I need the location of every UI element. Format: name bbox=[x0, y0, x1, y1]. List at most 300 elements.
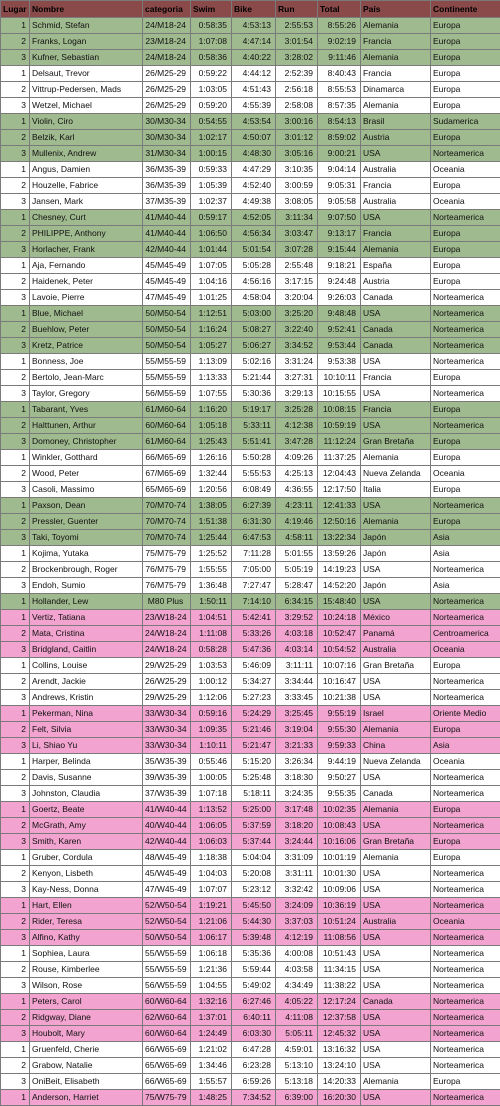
cell-bike: 4:53:54 bbox=[232, 114, 276, 130]
cell-continente: Asia bbox=[431, 546, 500, 562]
table-row bbox=[1, 690, 500, 706]
cell-bike: 7:05:00 bbox=[232, 562, 276, 578]
table-row bbox=[1, 930, 500, 946]
table-row bbox=[1, 1058, 500, 1074]
results-body bbox=[1, 18, 500, 1106]
cell-total: 9:05:31 bbox=[318, 178, 361, 194]
table-row bbox=[1, 82, 500, 98]
cell-run: 3:34:44 bbox=[276, 674, 318, 690]
cell-lugar: 2 bbox=[1, 1010, 30, 1026]
cell-categoria: 23/W18-24 bbox=[143, 610, 191, 626]
cell-pais: Australia bbox=[361, 194, 431, 210]
cell-run: 3:18:20 bbox=[276, 818, 318, 834]
cell-run: 3:29:13 bbox=[276, 386, 318, 402]
cell-nombre: Bertolo, Jean-Marc bbox=[30, 370, 143, 386]
cell-continente: Norteamerica bbox=[431, 322, 500, 338]
cell-lugar: 1 bbox=[1, 258, 30, 274]
table-row bbox=[1, 258, 500, 274]
cell-categoria: 67/M65-69 bbox=[143, 466, 191, 482]
cell-categoria: 76/M75-79 bbox=[143, 562, 191, 578]
cell-bike: 5:02:16 bbox=[232, 354, 276, 370]
cell-run: 3:11:34 bbox=[276, 210, 318, 226]
table-row bbox=[1, 370, 500, 386]
cell-bike: 5:01:54 bbox=[232, 242, 276, 258]
cell-run: 3:08:05 bbox=[276, 194, 318, 210]
cell-run: 3:21:33 bbox=[276, 738, 318, 754]
cell-continente: Europa bbox=[431, 34, 500, 50]
table-row bbox=[1, 274, 500, 290]
cell-categoria: 40/W40-44 bbox=[143, 818, 191, 834]
cell-swim: 1:04:51 bbox=[191, 610, 232, 626]
cell-nombre: Arendt, Jackie bbox=[30, 674, 143, 690]
cell-nombre: Pressler, Guenter bbox=[30, 514, 143, 530]
cell-nombre: Ridgway, Diane bbox=[30, 1010, 143, 1026]
cell-continente: Oceania bbox=[431, 754, 500, 770]
cell-run: 3:01:54 bbox=[276, 34, 318, 50]
cell-nombre: PHILIPPE, Anthony bbox=[30, 226, 143, 242]
cell-continente: Norteamerica bbox=[431, 306, 500, 322]
cell-lugar: 3 bbox=[1, 1074, 30, 1090]
cell-lugar: 1 bbox=[1, 850, 30, 866]
cell-pais: Francia bbox=[361, 226, 431, 242]
cell-pais: USA bbox=[361, 946, 431, 962]
cell-pais: Alemania bbox=[361, 450, 431, 466]
table-row bbox=[1, 338, 500, 354]
cell-bike: 4:44:12 bbox=[232, 66, 276, 82]
cell-bike: 5:25:00 bbox=[232, 802, 276, 818]
cell-bike: 5:21:47 bbox=[232, 738, 276, 754]
cell-total: 9:53:44 bbox=[318, 338, 361, 354]
cell-run: 3:47:28 bbox=[276, 434, 318, 450]
cell-categoria: 60/M60-64 bbox=[143, 418, 191, 434]
cell-total: 9:02:19 bbox=[318, 34, 361, 50]
cell-run: 4:59:01 bbox=[276, 1042, 318, 1058]
cell-nombre: Chesney, Curt bbox=[30, 210, 143, 226]
cell-nombre: Halttunen, Arthur bbox=[30, 418, 143, 434]
cell-bike: 5:18:11 bbox=[232, 786, 276, 802]
cell-total: 9:04:14 bbox=[318, 162, 361, 178]
table-row bbox=[1, 450, 500, 466]
cell-bike: 5:19:17 bbox=[232, 402, 276, 418]
cell-pais: Alemania bbox=[361, 802, 431, 818]
cell-total: 9:55:30 bbox=[318, 722, 361, 738]
cell-bike: 6:59:26 bbox=[232, 1074, 276, 1090]
cell-run: 3:24:44 bbox=[276, 834, 318, 850]
cell-run: 3:22:40 bbox=[276, 322, 318, 338]
cell-total: 10:21:38 bbox=[318, 690, 361, 706]
cell-swim: 1:16:24 bbox=[191, 322, 232, 338]
cell-continente: Norteamerica bbox=[431, 962, 500, 978]
cell-categoria: 61/M60-64 bbox=[143, 402, 191, 418]
cell-lugar: 2 bbox=[1, 514, 30, 530]
cell-bike: 6:23:28 bbox=[232, 1058, 276, 1074]
cell-total: 9:13:17 bbox=[318, 226, 361, 242]
cell-nombre: McGrath, Amy bbox=[30, 818, 143, 834]
cell-continente: Europa bbox=[431, 722, 500, 738]
cell-total: 16:20:30 bbox=[318, 1090, 361, 1106]
cell-total: 10:02:35 bbox=[318, 802, 361, 818]
header-run: Run bbox=[276, 1, 318, 18]
cell-nombre: Delsaut, Trevor bbox=[30, 66, 143, 82]
cell-pais: USA bbox=[361, 562, 431, 578]
cell-continente: Europa bbox=[431, 18, 500, 34]
cell-run: 3:31:11 bbox=[276, 866, 318, 882]
cell-swim: 1:01:44 bbox=[191, 242, 232, 258]
cell-lugar: 2 bbox=[1, 674, 30, 690]
cell-lugar: 3 bbox=[1, 530, 30, 546]
table-row bbox=[1, 242, 500, 258]
cell-continente: Norteamerica bbox=[431, 386, 500, 402]
cell-total: 11:08:56 bbox=[318, 930, 361, 946]
cell-swim: 0:54:55 bbox=[191, 114, 232, 130]
cell-bike: 4:40:22 bbox=[232, 50, 276, 66]
cell-lugar: 3 bbox=[1, 738, 30, 754]
cell-pais: Alemania bbox=[361, 722, 431, 738]
cell-nombre: Jansen, Mark bbox=[30, 194, 143, 210]
cell-total: 9:00:21 bbox=[318, 146, 361, 162]
cell-swim: 0:58:36 bbox=[191, 50, 232, 66]
cell-pais: México bbox=[361, 610, 431, 626]
cell-continente: Europa bbox=[431, 450, 500, 466]
cell-total: 13:22:34 bbox=[318, 530, 361, 546]
cell-continente: Europa bbox=[431, 50, 500, 66]
table-row bbox=[1, 162, 500, 178]
table-row bbox=[1, 194, 500, 210]
cell-pais: Francia bbox=[361, 66, 431, 82]
cell-lugar: 2 bbox=[1, 626, 30, 642]
table-row bbox=[1, 498, 500, 514]
cell-total: 13:16:32 bbox=[318, 1042, 361, 1058]
cell-bike: 5:27:23 bbox=[232, 690, 276, 706]
cell-lugar: 3 bbox=[1, 1026, 30, 1042]
cell-swim: 1:34:46 bbox=[191, 1058, 232, 1074]
cell-total: 10:16:47 bbox=[318, 674, 361, 690]
table-row bbox=[1, 770, 500, 786]
cell-continente: Norteamerica bbox=[431, 898, 500, 914]
cell-run: 4:58:11 bbox=[276, 530, 318, 546]
cell-nombre: Lavoie, Pierre bbox=[30, 290, 143, 306]
cell-lugar: 2 bbox=[1, 34, 30, 50]
cell-swim: 1:19:21 bbox=[191, 898, 232, 914]
table-row bbox=[1, 866, 500, 882]
cell-categoria: 75/M75-79 bbox=[143, 546, 191, 562]
cell-nombre: Rider, Teresa bbox=[30, 914, 143, 930]
cell-categoria: 41/M40-44 bbox=[143, 226, 191, 242]
cell-total: 9:55:19 bbox=[318, 706, 361, 722]
cell-continente: Oceania bbox=[431, 642, 500, 658]
cell-lugar: 1 bbox=[1, 994, 30, 1010]
cell-continente: Centroamerica bbox=[431, 626, 500, 642]
cell-total: 8:40:43 bbox=[318, 66, 361, 82]
table-row bbox=[1, 514, 500, 530]
cell-lugar: 2 bbox=[1, 866, 30, 882]
cell-lugar: 3 bbox=[1, 786, 30, 802]
cell-lugar: 1 bbox=[1, 594, 30, 610]
cell-run: 3:34:52 bbox=[276, 338, 318, 354]
cell-bike: 5:33:26 bbox=[232, 626, 276, 642]
cell-bike: 5:35:36 bbox=[232, 946, 276, 962]
cell-categoria: 60/W60-64 bbox=[143, 1026, 191, 1042]
table-row bbox=[1, 1026, 500, 1042]
cell-continente: Europa bbox=[431, 178, 500, 194]
cell-total: 9:11:46 bbox=[318, 50, 361, 66]
cell-nombre: OniBeit, Elisabeth bbox=[30, 1074, 143, 1090]
cell-continente: Norteamerica bbox=[431, 1058, 500, 1074]
cell-bike: 4:50:07 bbox=[232, 130, 276, 146]
cell-swim: 0:59:16 bbox=[191, 706, 232, 722]
cell-lugar: 3 bbox=[1, 290, 30, 306]
cell-continente: Europa bbox=[431, 242, 500, 258]
cell-continente: Europa bbox=[431, 66, 500, 82]
cell-nombre: Collins, Louise bbox=[30, 658, 143, 674]
cell-swim: 1:09:35 bbox=[191, 722, 232, 738]
cell-swim: 1:13:52 bbox=[191, 802, 232, 818]
cell-pais: Japón bbox=[361, 546, 431, 562]
cell-bike: 7:34:52 bbox=[232, 1090, 276, 1106]
cell-swim: 1:03:05 bbox=[191, 82, 232, 98]
cell-bike: 5:47:36 bbox=[232, 642, 276, 658]
cell-nombre: Kenyon, Lisbeth bbox=[30, 866, 143, 882]
cell-swim: 1:04:16 bbox=[191, 274, 232, 290]
cell-bike: 5:37:59 bbox=[232, 818, 276, 834]
cell-total: 12:04:43 bbox=[318, 466, 361, 482]
cell-categoria: 29/W25-29 bbox=[143, 690, 191, 706]
cell-categoria: 45/M45-49 bbox=[143, 258, 191, 274]
cell-total: 10:08:43 bbox=[318, 818, 361, 834]
cell-pais: USA bbox=[361, 386, 431, 402]
cell-categoria: 41/W40-44 bbox=[143, 802, 191, 818]
cell-swim: 1:55:57 bbox=[191, 1074, 232, 1090]
cell-nombre: Kretz, Patrice bbox=[30, 338, 143, 354]
cell-total: 9:26:03 bbox=[318, 290, 361, 306]
table-row bbox=[1, 786, 500, 802]
cell-categoria: 30/M30-34 bbox=[143, 130, 191, 146]
cell-pais: USA bbox=[361, 306, 431, 322]
cell-lugar: 3 bbox=[1, 642, 30, 658]
cell-swim: 1:16:20 bbox=[191, 402, 232, 418]
table-row bbox=[1, 994, 500, 1010]
cell-nombre: Kojima, Yutaka bbox=[30, 546, 143, 562]
cell-nombre: Vertiz, Tatiana bbox=[30, 610, 143, 626]
cell-swim: 1:06:17 bbox=[191, 930, 232, 946]
cell-pais: Alemania bbox=[361, 98, 431, 114]
cell-lugar: 3 bbox=[1, 834, 30, 850]
cell-nombre: Taylor, Gregory bbox=[30, 386, 143, 402]
cell-run: 4:34:49 bbox=[276, 978, 318, 994]
table-row bbox=[1, 354, 500, 370]
cell-pais: Gran Bretaña bbox=[361, 658, 431, 674]
table-row bbox=[1, 178, 500, 194]
table-row bbox=[1, 210, 500, 226]
cell-pais: Francia bbox=[361, 370, 431, 386]
cell-lugar: 2 bbox=[1, 418, 30, 434]
cell-pais: USA bbox=[361, 1058, 431, 1074]
cell-pais: USA bbox=[361, 354, 431, 370]
cell-pais: Nueva Zelanda bbox=[361, 754, 431, 770]
cell-categoria: 55/M55-59 bbox=[143, 370, 191, 386]
cell-run: 3:05:16 bbox=[276, 146, 318, 162]
cell-total: 10:08:15 bbox=[318, 402, 361, 418]
cell-pais: USA bbox=[361, 674, 431, 690]
cell-swim: 1:50:11 bbox=[191, 594, 232, 610]
cell-continente: Norteamerica bbox=[431, 674, 500, 690]
table-row bbox=[1, 738, 500, 754]
cell-swim: 0:59:17 bbox=[191, 210, 232, 226]
cell-total: 8:59:02 bbox=[318, 130, 361, 146]
cell-total: 8:55:53 bbox=[318, 82, 361, 98]
table-row bbox=[1, 754, 500, 770]
cell-run: 3:24:35 bbox=[276, 786, 318, 802]
cell-run: 4:12:19 bbox=[276, 930, 318, 946]
cell-swim: 1:07:08 bbox=[191, 34, 232, 50]
cell-nombre: Domoney, Christopher bbox=[30, 434, 143, 450]
cell-run: 3:10:35 bbox=[276, 162, 318, 178]
cell-total: 8:54:13 bbox=[318, 114, 361, 130]
cell-nombre: Violin, Ciro bbox=[30, 114, 143, 130]
cell-continente: Asia bbox=[431, 578, 500, 594]
cell-swim: 1:05:27 bbox=[191, 338, 232, 354]
cell-swim: 1:36:48 bbox=[191, 578, 232, 594]
table-row bbox=[1, 50, 500, 66]
cell-nombre: Blue, Michael bbox=[30, 306, 143, 322]
header-row bbox=[1, 1, 500, 18]
cell-categoria: 55/W55-59 bbox=[143, 962, 191, 978]
cell-swim: 1:37:01 bbox=[191, 1010, 232, 1026]
cell-run: 3:00:16 bbox=[276, 114, 318, 130]
cell-lugar: 1 bbox=[1, 754, 30, 770]
cell-swim: 1:51:38 bbox=[191, 514, 232, 530]
cell-bike: 4:58:04 bbox=[232, 290, 276, 306]
table-row bbox=[1, 418, 500, 434]
cell-lugar: 3 bbox=[1, 386, 30, 402]
table-row bbox=[1, 610, 500, 626]
cell-pais: Australia bbox=[361, 162, 431, 178]
cell-run: 3:25:45 bbox=[276, 706, 318, 722]
cell-bike: 5:24:29 bbox=[232, 706, 276, 722]
cell-bike: 6:40:11 bbox=[232, 1010, 276, 1026]
cell-total: 8:55:26 bbox=[318, 18, 361, 34]
cell-categoria: 50/M50-54 bbox=[143, 338, 191, 354]
cell-run: 3:33:45 bbox=[276, 690, 318, 706]
cell-categoria: 26/M25-29 bbox=[143, 82, 191, 98]
cell-run: 5:28:47 bbox=[276, 578, 318, 594]
cell-swim: 0:58:28 bbox=[191, 642, 232, 658]
cell-lugar: 1 bbox=[1, 610, 30, 626]
cell-nombre: Kufner, Sebastian bbox=[30, 50, 143, 66]
cell-continente: Norteamerica bbox=[431, 930, 500, 946]
cell-categoria: 24/W18-24 bbox=[143, 626, 191, 642]
cell-categoria: 36/M35-39 bbox=[143, 162, 191, 178]
cell-bike: 5:30:36 bbox=[232, 386, 276, 402]
cell-lugar: 1 bbox=[1, 1090, 30, 1106]
cell-categoria: 48/W45-49 bbox=[143, 850, 191, 866]
cell-pais: USA bbox=[361, 962, 431, 978]
cell-run: 3:03:47 bbox=[276, 226, 318, 242]
cell-continente: Europa bbox=[431, 82, 500, 98]
cell-run: 4:36:55 bbox=[276, 482, 318, 498]
cell-swim: 1:18:38 bbox=[191, 850, 232, 866]
cell-bike: 6:47:28 bbox=[232, 1042, 276, 1058]
cell-run: 3:18:30 bbox=[276, 770, 318, 786]
cell-lugar: 2 bbox=[1, 130, 30, 146]
cell-bike: 4:48:30 bbox=[232, 146, 276, 162]
cell-continente: Europa bbox=[431, 370, 500, 386]
cell-continente: Norteamerica bbox=[431, 882, 500, 898]
cell-run: 2:55:48 bbox=[276, 258, 318, 274]
table-row bbox=[1, 978, 500, 994]
cell-run: 3:28:02 bbox=[276, 50, 318, 66]
cell-lugar: 3 bbox=[1, 930, 30, 946]
cell-total: 9:44:19 bbox=[318, 754, 361, 770]
cell-pais: Brasil bbox=[361, 114, 431, 130]
cell-nombre: Alfino, Kathy bbox=[30, 930, 143, 946]
cell-continente: Europa bbox=[431, 834, 500, 850]
cell-bike: 4:49:38 bbox=[232, 194, 276, 210]
table-row bbox=[1, 98, 500, 114]
cell-run: 3:17:48 bbox=[276, 802, 318, 818]
cell-lugar: 1 bbox=[1, 546, 30, 562]
cell-bike: 5:25:48 bbox=[232, 770, 276, 786]
cell-pais: USA bbox=[361, 818, 431, 834]
cell-nombre: Mata, Cristina bbox=[30, 626, 143, 642]
cell-bike: 6:27:46 bbox=[232, 994, 276, 1010]
table-row bbox=[1, 834, 500, 850]
cell-swim: 1:03:53 bbox=[191, 658, 232, 674]
cell-total: 12:45:32 bbox=[318, 1026, 361, 1042]
cell-categoria: 31/M30-34 bbox=[143, 146, 191, 162]
cell-run: 2:58:08 bbox=[276, 98, 318, 114]
cell-pais: USA bbox=[361, 418, 431, 434]
cell-pais: Australia bbox=[361, 642, 431, 658]
cell-bike: 4:56:34 bbox=[232, 226, 276, 242]
cell-lugar: 1 bbox=[1, 450, 30, 466]
cell-swim: 1:02:17 bbox=[191, 130, 232, 146]
cell-categoria: 33/W30-34 bbox=[143, 722, 191, 738]
cell-nombre: Casoli, Massimo bbox=[30, 482, 143, 498]
cell-swim: 1:32:16 bbox=[191, 994, 232, 1010]
cell-nombre: Schmid, Stefan bbox=[30, 18, 143, 34]
cell-lugar: 3 bbox=[1, 242, 30, 258]
cell-run: 3:37:03 bbox=[276, 914, 318, 930]
cell-pais: Dinamarca bbox=[361, 82, 431, 98]
cell-total: 9:59:33 bbox=[318, 738, 361, 754]
cell-total: 10:16:06 bbox=[318, 834, 361, 850]
cell-continente: Europa bbox=[431, 434, 500, 450]
cell-pais: USA bbox=[361, 770, 431, 786]
cell-swim: 1:21:02 bbox=[191, 1042, 232, 1058]
cell-swim: 1:10:11 bbox=[191, 738, 232, 754]
cell-pais: USA bbox=[361, 866, 431, 882]
cell-pais: Australia bbox=[361, 914, 431, 930]
table-row bbox=[1, 466, 500, 482]
cell-categoria: 29/W25-29 bbox=[143, 658, 191, 674]
cell-continente: Norteamerica bbox=[431, 594, 500, 610]
cell-continente: Norteamerica bbox=[431, 690, 500, 706]
cell-categoria: 26/M25-29 bbox=[143, 98, 191, 114]
cell-bike: 5:33:11 bbox=[232, 418, 276, 434]
cell-bike: 5:34:27 bbox=[232, 674, 276, 690]
cell-lugar: 1 bbox=[1, 210, 30, 226]
cell-swim: 1:07:55 bbox=[191, 386, 232, 402]
cell-bike: 6:31:30 bbox=[232, 514, 276, 530]
cell-swim: 1:13:09 bbox=[191, 354, 232, 370]
cell-total: 14:52:20 bbox=[318, 578, 361, 594]
table-row bbox=[1, 1090, 500, 1106]
cell-pais: Gran Bretaña bbox=[361, 434, 431, 450]
table-row bbox=[1, 962, 500, 978]
cell-lugar: 2 bbox=[1, 722, 30, 738]
cell-swim: 1:12:51 bbox=[191, 306, 232, 322]
